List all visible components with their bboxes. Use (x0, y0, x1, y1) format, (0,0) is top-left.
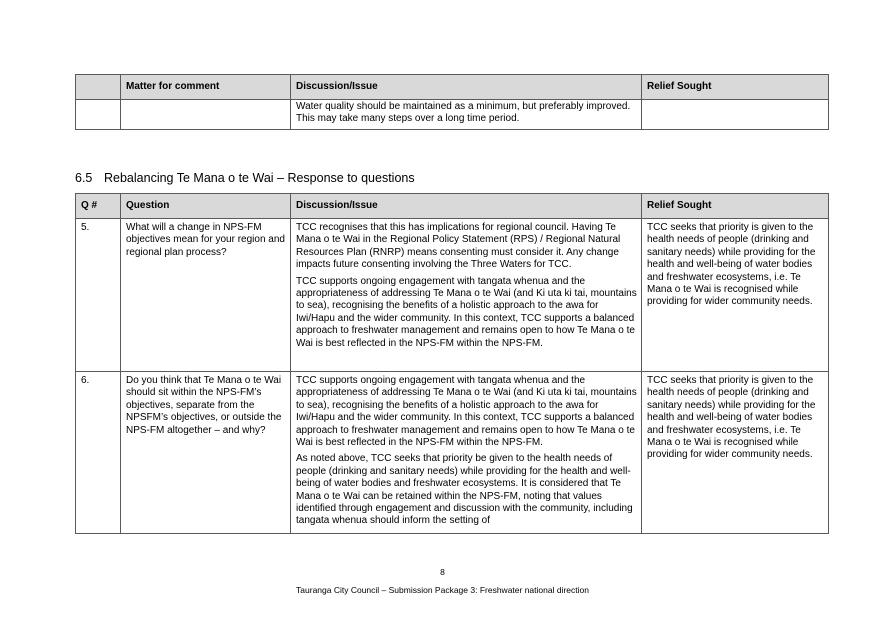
cell-blank (76, 100, 121, 130)
cell-discussion: Water quality should be maintained as a minimum, but preferably improved. This may take many steps over a long time period. (291, 100, 642, 130)
header-question: Question (121, 194, 291, 219)
cell-question: Do you think that Te Mana o te Wai should sit within the NPS-FM’s objectives, separate from the NPSFM’s objectives, or outside the NPS-FM altogether – and why? (121, 372, 291, 534)
header-blank (76, 75, 121, 100)
header-discussion: Discussion/Issue (291, 194, 642, 219)
page-number: 8 (440, 567, 445, 577)
table-row (76, 219, 829, 372)
discussion-clip (296, 375, 637, 530)
discussion-paragraph: TCC supports ongoing engagement with tangata whenua and the appropriateness of addressing Te Mana o te Wai (and Ki uta ki tai, mountains to sea), recognising the benefits of a holistic approach to the awa for Iwi/Hapu and the wider community. In this context, TCC supports a balanced approach to freshwater management and remains open to how Te Mana o te Wai is best reflected in the NPS-FM within the NPS-FM. (296, 275, 637, 349)
cell-relief: TCC seeks that priority is given to the health needs of people (drinking and sanitary needs) while providing for the health and well-being of water bodies and freshwater ecosystems, i.e. Te Mana o te Wai is recognised while providing for wider community needs. (642, 219, 829, 372)
matter-table (75, 74, 829, 130)
header-relief: Relief Sought (642, 75, 829, 100)
cell-question: What will a change in NPS-FM objectives mean for your region and regional plan process? (121, 219, 291, 372)
cell-qnum: 5. (76, 219, 121, 372)
cell-qnum: 6. (76, 372, 121, 534)
header-relief: Relief Sought (642, 194, 829, 219)
cell-relief (642, 100, 829, 130)
discussion-paragraph: As noted above, TCC seeks that priority be given to the health needs of people (drinking and sanitary needs) while providing for the health and well-being of water bodies and freshwater ecosystems. It is considered that Te Mana o te Wai can be retained within the NPS-FM, noting that values identified through engagement and discussion with the community, including tangata whenua should inform the setting of (296, 453, 633, 527)
questions-table (75, 193, 829, 534)
section-number: 6.5 (75, 171, 93, 185)
cell-relief: TCC seeks that priority is given to the health needs of people (drinking and sanitary needs) while providing for the health and well-being of water bodies and freshwater ecosystems, i.e. Te Mana o te Wai is recognised while providing for wider community needs. (642, 372, 829, 534)
section-title: Rebalancing Te Mana o te Wai – Response to questions (104, 171, 415, 185)
table-row (76, 100, 829, 130)
discussion-paragraph: TCC supports ongoing engagement with tangata whenua and the appropriateness of addressing Te Mana o te Wai (and Ki uta ki tai, mountains to sea), recognising the benefits of a holistic approach to the awa for Iwi/Hapu and the wider community. In this context, TCC supports a balanced approach to freshwater management and remains open to how Te Mana o te Wai is best reflected in the NPS-FM within the NPS-FM. (296, 375, 637, 449)
table-row (76, 372, 829, 534)
table-header-row (76, 75, 829, 100)
header-discussion: Discussion/Issue (291, 75, 642, 100)
cell-discussion (291, 372, 642, 534)
section-heading (75, 171, 415, 185)
table-header-row (76, 194, 829, 219)
header-qnum: Q # (76, 194, 121, 219)
discussion-paragraph: TCC recognises that this has implications for regional council. Having Te Mana o te Wai in the Regional Policy Statement (RPS) / Regional Natural Resources Plan (RNRP) means consenting must consider it. Any change impacts future consenting involving the Three Waters for TCC. (296, 222, 621, 271)
page-footer: Tauranga City Council – Submission Package 3: Freshwater national direction (296, 585, 589, 595)
cell-discussion (291, 219, 642, 372)
cell-matter (121, 100, 291, 130)
header-matter: Matter for comment (121, 75, 291, 100)
